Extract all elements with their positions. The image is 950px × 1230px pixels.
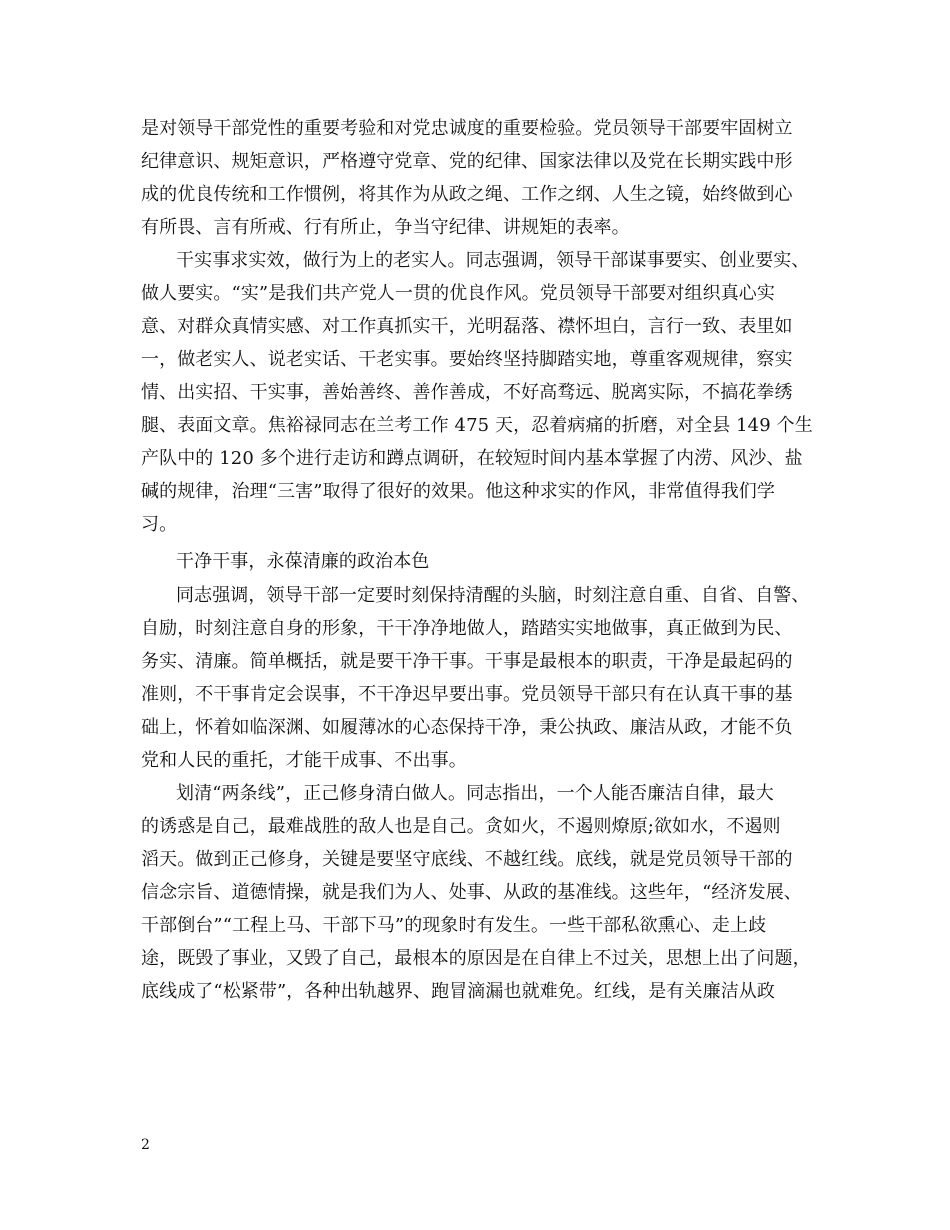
text-line: 自励，时刻注意自身的形象，干干净净地做人，踏踏实实地做事，真正做到为民、 (141, 618, 793, 639)
text-line: 一，做老实人、说老实话、干老实事。要始终坚持脚踏实地，尊重客观规律，察实 (141, 349, 793, 370)
text-line: 的诱惑是自己，最难战胜的敌人也是自己。贪如火，不遏则燎原;欲如水，不遏则 (141, 816, 781, 837)
text-line: 做人要实。“实”是我们共产党人一贯的优良作风。党员领导干部要对组织真心实 (141, 283, 776, 304)
text-line: 腿、表面文章。焦裕禄同志在兰考工作 475 天，忍着病痛的折磨，对全县 149 个生 (141, 415, 813, 436)
text-line: 碱的规律，治理“三害”取得了很好的效果。他这种求实的作风，非常值得我们学 (141, 481, 776, 502)
text-line: 干部倒台”“工程上马、干部下马”的现象时有发生。一些干部私欲熏心、走上歧 (141, 915, 767, 936)
text-line: 底线成了“松紧带”，各种出轨越界、跑冒滴漏也就难免。红线，是有关廉洁从政 (141, 981, 776, 1002)
text-line: 产队中的 120 多个进行走访和蹲点调研，在较短时间内基本掌握了内涝、风沙、盐 (141, 448, 803, 469)
text-line: 意、对群众真情实感、对工作真抓实干，光明磊落、襟怀坦白，言行一致、表里如 (141, 316, 793, 337)
page-number: 2 (141, 1137, 150, 1153)
text-line: 有所畏、言有所戒、行有所止，争当守纪律、讲规矩的表率。 (141, 217, 630, 238)
text-line: 是对领导干部党性的重要考验和对党忠诚度的重要检验。党员领导干部要牢固树立 (141, 118, 793, 139)
text-line: 情、出实招、干实事，善始善终、善作善成，不好高骛远、脱离实际，不搞花拳绣 (141, 382, 793, 403)
text-line: 习。 (141, 514, 178, 535)
section-heading: 干净干事，永葆清廉的政治本色 (176, 551, 430, 572)
text-line: 信念宗旨、道德情操，就是我们为人、处事、从政的基准线。这些年，“经济发展、 (141, 882, 802, 903)
text-line: 途，既毁了事业，又毁了自己，最根本的原因是在自律上不过关，思想上出了问题， (141, 948, 811, 969)
text-line: 同志强调，领导干部一定要时刻保持清醒的头脑，时刻注意自重、自省、自警、 (176, 585, 810, 606)
text-line: 滔天。做到正己修身，关键是要坚守底线、不越红线。底线，就是党员领导干部的 (141, 849, 793, 870)
text-line: 党和人民的重托，才能干成事、不出事。 (141, 750, 467, 771)
text-line: 纪律意识、规矩意识，严格遵守党章、党的纪律、国家法律以及党在长期实践中形 (141, 151, 793, 172)
text-line: 划清“两条线”，正己修身清白做人。同志指出，一个人能否廉洁自律，最大 (176, 783, 774, 804)
text-line: 础上，怀着如临深渊、如履薄冰的心态保持干净，秉公执政、廉洁从政，才能不负 (141, 717, 793, 738)
text-line: 干实事求实效，做行为上的老实人。同志强调，领导干部谋事要实、创业要实、 (176, 250, 810, 271)
text-line: 成的优良传统和工作惯例，将其作为从政之绳、工作之纲、人生之镜，始终做到心 (141, 184, 793, 205)
text-line: 务实、清廉。简单概括，就是要干净干事。干事是最根本的职责，干净是最起码的 (141, 651, 793, 672)
text-line: 准则，不干事肯定会误事，不干净迟早要出事。党员领导干部只有在认真干事的基 (141, 684, 793, 705)
